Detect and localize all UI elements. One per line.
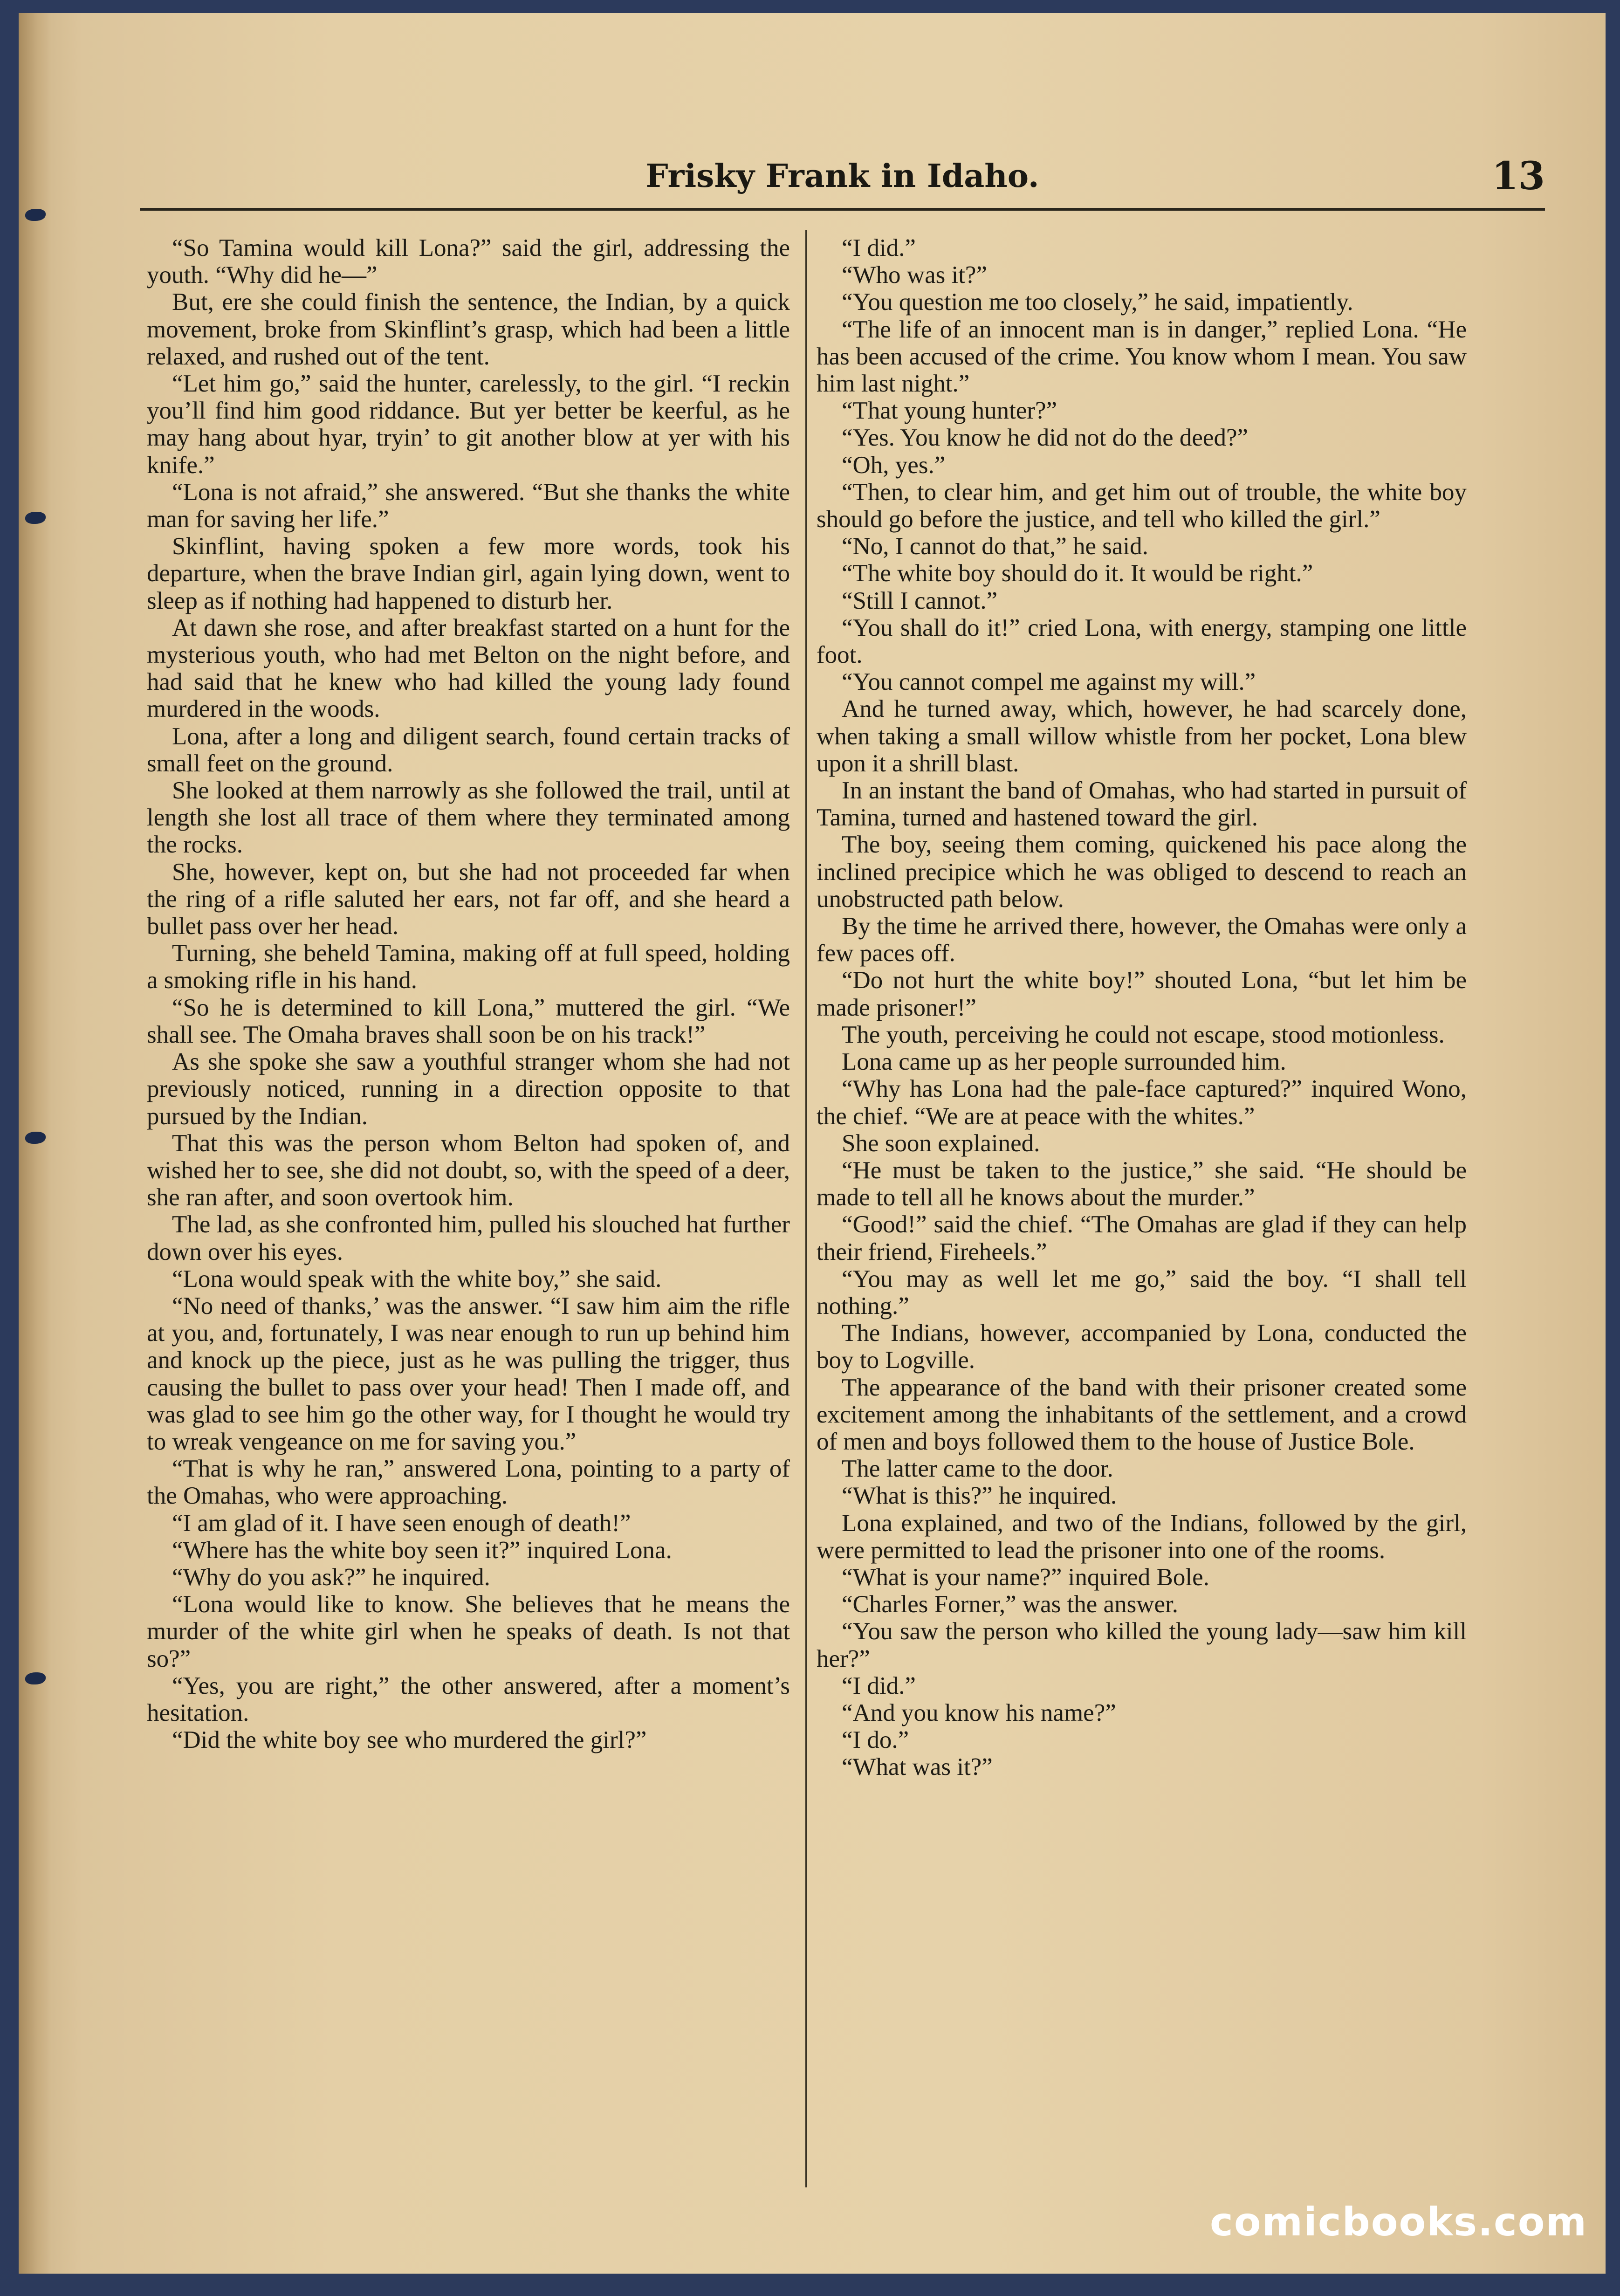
paragraph: “That is why he ran,” answered Lona, pointing to a party of the Omahas, who were approaching. — [147, 1455, 790, 1510]
paragraph: “Did the white boy see who murdered the girl?” — [172, 1726, 647, 1754]
paragraph: “I do.” — [842, 1726, 909, 1754]
paragraph: “No need of thanks,’ was the answer. “I saw him aim the rifle at you, and, fortunately, I was near enough to run up behind him and knock up the piece, just as he was pulling the trigger, thus causing the bullet to pass over your head! Then I made off, and was glad to see him go the other way, for I thought he would try to wreak vengeance on me for saving you.” — [147, 1292, 790, 1455]
paragraph: Skinflint, having spoken a few more words, took his departure, when the brave Indian girl, again lying down, went to sleep as if nothing had happened to disturb her. — [147, 533, 790, 614]
paragraph: “I am glad of it. I have seen enough of death!” — [172, 1509, 631, 1537]
staple-mark — [25, 512, 46, 524]
paragraph: The latter came to the door. — [842, 1455, 1113, 1483]
paragraph: Turning, she beheld Tamina, making off at full speed, holding a smoking rifle in his hand. — [147, 940, 790, 994]
paragraph: Lona explained, and two of the Indians, followed by the girl, were permitted to lead the prisoner into one of the rooms. — [817, 1509, 1467, 1564]
paragraph: “Why do you ask?” he inquired. — [172, 1563, 490, 1591]
paragraph: “What is your name?” inquired Bole. — [842, 1563, 1209, 1591]
paragraph: “You question me too closely,” he said, impatiently. — [842, 289, 1353, 316]
paragraph: Lona, after a long and diligent search, found certain tracks of small feet on the ground. — [147, 722, 790, 777]
paragraph: In an instant the band of Omahas, who had started in pursuit of Tamina, turned and hastened toward the girl. — [817, 777, 1467, 832]
paragraph: “Why has Lona had the pale-face captured?” inquired Wono, the chief. “We are at peace with the whites.” — [817, 1075, 1467, 1130]
paragraph: “Who was it?” — [842, 261, 987, 289]
paragraph: The appearance of the band with their prisoner created some excitement among the inhabitants of the settlement, and a crowd of men and boys followed them to the house of Justice Bole. — [817, 1374, 1467, 1455]
paragraph: “Then, to clear him, and get him out of trouble, the white boy should go before the justice, and tell who killed the girl.” — [817, 478, 1467, 533]
paragraph: She looked at them narrowly as she followed the trail, until at length she lost all trace of them where they terminated among the rocks. — [147, 777, 790, 859]
right-text-column — [817, 234, 1467, 1781]
paragraph: “No, I cannot do that,” he said. — [842, 533, 1148, 560]
paragraph: “Lona is not afraid,” she answered. “But she thanks the white man for saving her life.” — [147, 478, 790, 533]
paragraph: “You saw the person who killed the young lady—saw him kill her?” — [817, 1618, 1467, 1672]
paragraph: “I did.” — [842, 1672, 916, 1699]
paragraph: “He must be taken to the justice,” she said. “He should be made to tell all he knows about the murder.” — [817, 1156, 1467, 1211]
paragraph: “What is this?” he inquired. — [842, 1482, 1117, 1510]
paragraph: “And you know his name?” — [842, 1699, 1116, 1726]
paragraph: “Lona would speak with the white boy,” she said. — [172, 1265, 662, 1292]
paragraph: As she spoke she saw a youthful stranger whom she had not previously noticed, running in a direction opposite to that pursued by the Indian. — [147, 1048, 790, 1130]
staple-mark — [25, 1672, 46, 1684]
staple-mark — [25, 209, 46, 221]
paragraph: “What was it?” — [842, 1753, 993, 1781]
paragraph: “I did.” — [842, 234, 916, 261]
paragraph: She soon explained. — [842, 1129, 1040, 1157]
page-number: 13 — [1491, 154, 1545, 199]
paragraph: “The life of an innocent man is in danger,” replied Lona. “He has been accused of the crime. You know whom I mean. You saw him last night.” — [817, 316, 1467, 398]
paragraph: “So he is determined to kill Lona,” muttered the girl. “We shall see. The Omaha braves shall soon be on his track!” — [147, 994, 790, 1048]
paragraph: But, ere she could finish the sentence, the Indian, by a quick movement, broke from Skinflint’s grasp, which had been a little relaxed, and rushed out of the tent. — [147, 289, 790, 370]
paragraph: “Let him go,” said the hunter, carelessly, to the girl. “I reckin you’ll find him good riddance. But yer better be keerful, as he may hang about hyar, tryin’ to git another blow at yer with his knife.” — [147, 370, 790, 479]
paragraph: “The white boy should do it. It would be right.” — [842, 560, 1313, 587]
paragraph: “Oh, yes.” — [842, 451, 946, 479]
left-text-column — [147, 234, 790, 1753]
magazine-page — [19, 13, 1606, 2274]
paragraph: “You cannot compel me against my will.” — [842, 668, 1256, 696]
paragraph: “That young hunter?” — [842, 397, 1057, 425]
header-rule — [140, 208, 1545, 211]
paragraph: By the time he arrived there, however, the Omahas were only a few paces off. — [817, 913, 1467, 967]
paragraph: The youth, perceiving he could not escape, stood motionless. — [842, 1021, 1445, 1048]
paragraph: “Yes. You know he did not do the deed?” — [842, 424, 1248, 452]
paragraph: She, however, kept on, but she had not proceeded far when the ring of a rifle saluted her ears, not far off, and she heard a bullet pass over her head. — [147, 858, 790, 940]
paragraph: “Yes, you are right,” the other answered, after a moment’s hesitation. — [147, 1672, 790, 1726]
paragraph: “You may as well let me go,” said the boy. “I shall tell nothing.” — [817, 1265, 1467, 1320]
paragraph: At dawn she rose, and after breakfast started on a hunt for the mysterious youth, who had met Belton on the night before, and had said that he knew who had killed the young lady found murdered in the woods. — [147, 614, 790, 723]
paragraph: The boy, seeing them coming, quickened his pace along the inclined precipice which he was obliged to descend to reach an unobstructed path below. — [817, 831, 1467, 913]
paragraph: “You shall do it!” cried Lona, with energy, stamping one little foot. — [817, 614, 1467, 669]
paragraph: “Where has the white boy seen it?” inquired Lona. — [172, 1536, 672, 1564]
running-header — [140, 148, 1545, 209]
paragraph: “Still I cannot.” — [842, 587, 998, 614]
staple-mark — [25, 1132, 46, 1144]
paragraph: The Indians, however, accompanied by Lona, conducted the boy to Logville. — [817, 1320, 1467, 1374]
paragraph: Lona came up as her people surrounded him. — [842, 1048, 1286, 1076]
header-title: Frisky Frank in Idaho. — [645, 158, 1039, 195]
paragraph: “Do not hurt the white boy!” shouted Lona, “but let him be made prisoner!” — [817, 967, 1467, 1021]
paragraph: “Good!” said the chief. “The Omahas are glad if they can help their friend, Fireheels.” — [817, 1211, 1467, 1265]
watermark: comicbooks.com — [1210, 2199, 1587, 2245]
paragraph: And he turned away, which, however, he had scarcely done, when taking a small willow whistle from her pocket, Lona blew upon it a shrill blast. — [817, 695, 1467, 777]
paragraph: The lad, as she confronted him, pulled his slouched hat further down over his eyes. — [147, 1211, 790, 1265]
paragraph: That this was the person whom Belton had spoken of, and wished her to see, she did not doubt, so, with the speed of a deer, she ran after, and soon overtook him. — [147, 1129, 790, 1211]
paragraph: “Lona would like to know. She believes that he means the murder of the white girl when he speaks of death. Is not that so?” — [147, 1591, 790, 1672]
paragraph: “Charles Forner,” was the answer. — [842, 1591, 1178, 1618]
paragraph: “So Tamina would kill Lona?” said the girl, addressing the youth. “Why did he—” — [147, 234, 790, 289]
column-divider — [805, 230, 807, 2187]
